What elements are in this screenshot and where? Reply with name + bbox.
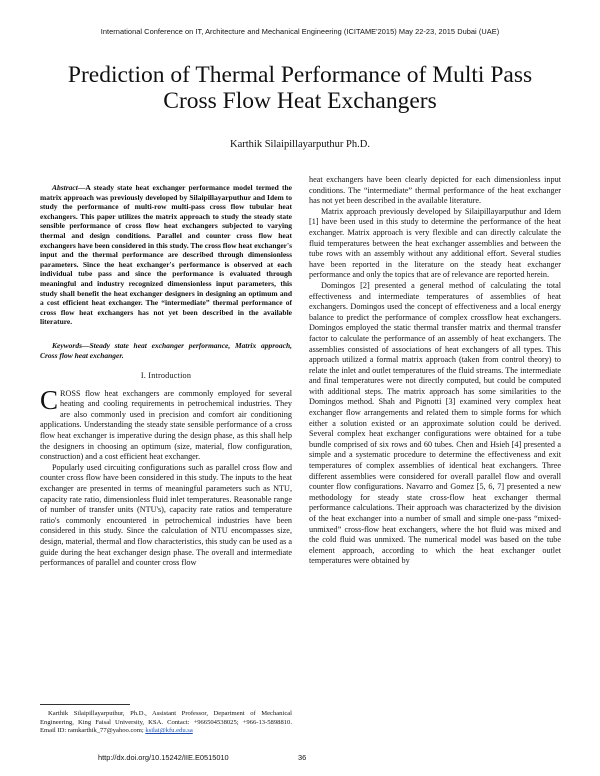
- intro-paragraph-1-text: ROSS flow heat exchangers are commonly employed for several heating and cooling requirements in petrochemical industries. They are also commonly used in precision and comfort air conditioning applications. Understanding the steady state sensible performance of a cross flow heat exchanger is imperative during the design phase, as this shall help the designers in choosing an optimum (size, material, flow configuration, construction) and a cost efficient heat exchanger.: [40, 388, 292, 462]
- drop-cap: C: [40, 384, 59, 415]
- paper-title: Prediction of Thermal Performance of Multi Pass Cross Flow Heat Exchangers: [67, 62, 533, 114]
- intro-paragraph-2: Popularly used circuiting configurations such as parallel cross flow and counter cross flow have been considered in this study. The inputs to the heat exchanger are presented in terms of meaningful parameters such as NTU, capacity rate ratio, dimensionless fluid inlet temperatures. Reasonable range of number of transfer units (NTU's), capacity rate ratios and temperature ratio's commonly encountered in petrochemical industries have been considered in this study. Since the calculation of NTU encompasses size, design, material, thermal and flow characteristics, this study can be used as a guide during the heat exchanger design phase. The overall and intermediate performances of parallel and counter cross flow: [40, 462, 292, 568]
- right-paragraph-2: Matrix approach previously developed by Silaipillayarputhur and Idem [1] have been used in this study to determine the performance of the heat exchanger. Matrix approach is very flexible and can directly calculate the fluid temperatures between the heat exchanger assemblies and between the tube rows with an assembly without any additional effort. Several studies have been reported in the literature on the steady heat exchanger performance and only the topics that are of relevance are reported herein.: [309, 206, 561, 280]
- keywords: [40, 341, 292, 360]
- page-number: 36: [298, 753, 307, 762]
- intro-paragraph-1: [40, 384, 292, 463]
- right-paragraph-1: heat exchangers have been clearly depicted for each dimensionless input conditions. The “intermediate” thermal performance of the heat exchanger has not yet been described in the available literature.: [309, 175, 561, 206]
- left-column: [40, 183, 292, 569]
- right-paragraph-3: Domingos [2] presented a general method of calculating the total effectiveness and intermediate temperatures of assemblies of heat exchangers. Domingos used the concept of effectiveness and a local energy balance to predict the performance of complex crossflow heat exchangers. Domingos employed the static thermal transfer matrix and thermal transfer factor to calculate the performance of an assembly of heat exchangers. The assemblies consisted of associations of heat exchangers of all types. This approach utilized a formal matrix approach (taken from control theory) to relate the inlet and outlet temperatures of the fluid streams. The intermediate and final temperatures were not directly computed, but could be computed with additional steps. The matrix approach has some similarities to the Domingos method. Shah and Pignotti [3] examined very complex heat exchanger flow arrangements and related them to simple forms for which either a solution existed or an approximate solution could be derived. Several complex heat exchanger configurations were obtained for a tube bundle comprised of six rows and 60 tubes. Chen and Hsieh [4] presented a simple and a systematic procedure to determine the effectiveness and exit temperatures of complex assemblies of identical heat exchangers. Three different assemblies were considered for overall parallel flow and overall counter flow configurations. Navarro and Gomez [5, 6, 7] presented a new methodology for steady state cross-flow heat exchanger thermal performance calculations. Their approach was characterized by the division of the heat exchanger into a number of small and simple one-pass “mixed-unmixed” cross-flow heat exchangers, where the hot fluid was mixed and the cold fluid was unmixed. The numerical model was based on the tube element approach, according to which the heat exchanger outlet temperatures were obtained by: [309, 280, 561, 566]
- keywords-text: —Steady state heat exchanger performance, Matrix approach, Cross flow heat exchanger.: [40, 340, 292, 360]
- footnote-text: Karthik Silaipillayarputhur, Ph.D., Assistant Professor, Department of Mechanical Engineering, King Faisal University, KSA. Contact: +966504538025; +966-13-5898810. Email ID: ramkarthik_77@yahoo.com;: [40, 710, 292, 735]
- abstract: [40, 183, 292, 327]
- abstract-text: —A steady state heat exchanger performance model termed the matrix approach was previously developed by Silaipillayarputhur and Idem to study the performance of multi-row multi-pass cross flow tubular heat exchangers. This paper utilizes the matrix approach to study the steady state sensible performance of cross flow heat exchangers subjected to varying thermal and design conditions. Parallel and counter cross flow heat exchangers have been considered in this study. The cross flow heat exchanger's input and the thermal performance are described through dimensionless parameters. Since the heat exchanger's performance is observed at each individual tube pass and since the performance is evaluated through meaningful and industry recognized dimensionless input parameters, this study shall benefit the heat exchanger designers in designing an optimum and a cost efficient heat exchanger. The “intermediate” thermal performance of cross flow heat exchangers has not yet been described in the available literature.: [40, 183, 292, 327]
- conference-header: International Conference on IT, Architecture and Mechanical Engineering (ICITAME'2015) May 22-23, 2015 Dubai (UAE): [100, 27, 500, 36]
- section-heading-introduction: I. Introduction: [140, 371, 192, 381]
- abstract-label: Abstract: [52, 183, 78, 192]
- author-email-link[interactable]: ksilai@kfu.edu.sa: [145, 727, 193, 735]
- footnote-divider: [40, 704, 130, 705]
- right-column: [309, 175, 561, 567]
- keywords-label: Keywords: [52, 340, 82, 350]
- doi-link[interactable]: http://dx.doi.org/10.15242/IIE.E0515010: [98, 753, 229, 762]
- paper-author: Karthik Silaipillayarputhur Ph.D.: [230, 139, 370, 150]
- author-footnote: [40, 710, 292, 736]
